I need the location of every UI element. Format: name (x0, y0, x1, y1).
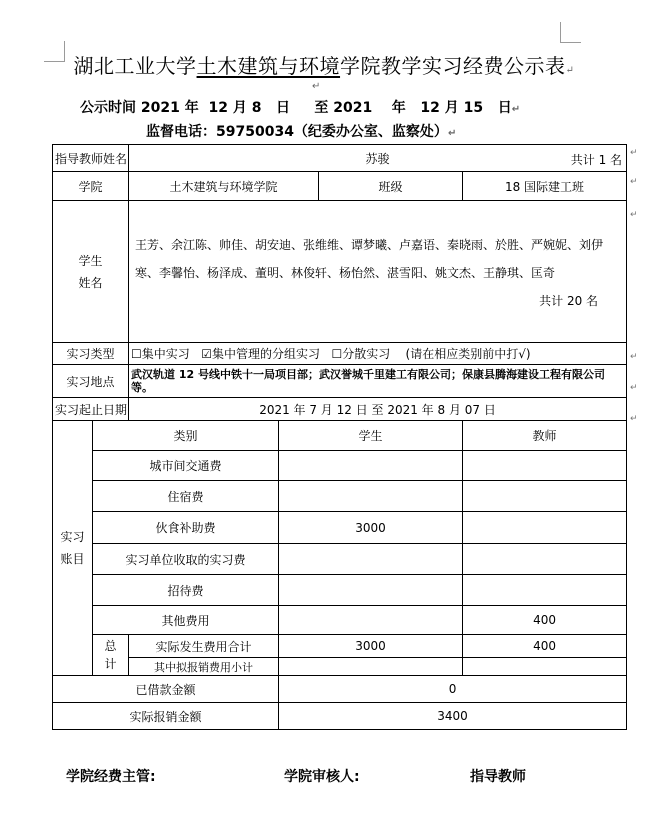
place-label: 实习地点 (53, 365, 129, 398)
head-category: 类别 (93, 421, 279, 451)
type-checkbox-3[interactable]: ☐ (331, 347, 343, 361)
total-actual-row (53, 635, 627, 658)
head-student: 学生 (279, 421, 463, 451)
total-actual-teacher: 400 (463, 635, 627, 658)
paragraph-mark-icon: ↵ (630, 414, 638, 424)
college-value: 土木建筑与环境学院 (129, 172, 319, 201)
date-row (53, 398, 627, 421)
ledger-row: 实习单位收取的实习费 (53, 544, 627, 575)
total-sub-label: 其中拟报销费用小计 (129, 658, 279, 676)
students-row (53, 201, 627, 343)
reimb-label: 实际报销金额 (53, 703, 279, 730)
crop-mark-right (560, 22, 581, 43)
place-value: 武汉轨道 12 号线中铁十一局项目部；武汉誉城千里建工有限公司；保康县腾海建设工程有限公司等。 (129, 365, 627, 398)
student-label: 学生 姓名 (53, 201, 129, 343)
type-checkbox-1[interactable]: ☐ (131, 347, 142, 361)
notice-time: 公示时间 2021 年 12 月 8 日 至 2021 年 12 月 15 日↵ (80, 100, 521, 116)
ledger-row: 招待费 (53, 575, 627, 606)
paragraph-mark-icon: ↵ (630, 383, 638, 393)
total-actual-label: 实际发生费用合计 (129, 635, 279, 658)
paragraph-mark-icon: ↵ (630, 148, 638, 158)
date-value: 2021 年 7 月 12 日 至 2021 年 8 月 07 日 (129, 398, 627, 421)
teacher-cell (129, 145, 627, 172)
ledger-row: 其他费用 400 (53, 606, 627, 635)
type-options: ☐集中实习 ☑集中管理的分组实习 ☐分散实习 (请在相应类别前中打√) (129, 343, 627, 365)
reimb-value: 3400 (279, 703, 627, 730)
student-list: 王芳、余江陈、帅佳、胡安迪、张维维、谭梦曦、卢嘉语、秦晓雨、於胜、严婉妮、刘伊寒、李馨怡、杨泽成、董明、林俊轩、杨怡然、湛雪阳、姚文杰、王静琪、匡奇 (135, 237, 604, 280)
teacher-name: 苏骏 (365, 151, 390, 166)
date-label: 实习起止日期 (53, 398, 129, 421)
class-value: 18 国际建工班 (463, 172, 627, 201)
page-title (0, 50, 648, 79)
total-label: 总 计 (93, 635, 129, 676)
expense-table (52, 144, 627, 730)
student-names (129, 201, 627, 343)
loan-label: 已借款金额 (53, 676, 279, 703)
title-dept: 土木建筑与环境 (196, 54, 341, 78)
ledger-header-row (53, 421, 627, 451)
student-count: 共计 20 名 (539, 293, 599, 308)
total-sub-row (53, 658, 627, 676)
college-row (53, 172, 627, 201)
total-sub-student (279, 658, 463, 676)
total-sub-teacher (463, 658, 627, 676)
type-row (53, 343, 627, 365)
place-row (53, 365, 627, 398)
paragraph-mark-icon: ↵ (630, 352, 638, 362)
hotline: 监督电话：59750034（纪委办公室、监察处）↵ (146, 124, 457, 140)
ledger-side-label: 实习 账目 (53, 421, 93, 676)
sig-finance: 学院经费主管: (66, 769, 156, 785)
type-checkbox-2[interactable]: ☑ (201, 347, 213, 361)
total-actual-student: 3000 (279, 635, 463, 658)
class-label: 班级 (319, 172, 463, 201)
ledger-row: 伙食补助费 3000 (53, 512, 627, 544)
title-suffix: 学院教学实习经费公示表 (340, 54, 566, 78)
head-teacher: 教师 (463, 421, 627, 451)
paragraph-mark-icon: ↵ (312, 81, 321, 92)
sig-teacher: 指导教师 (470, 769, 526, 785)
loan-value: 0 (279, 676, 627, 703)
ledger-row: 住宿费 (53, 481, 627, 512)
loan-row (53, 676, 627, 703)
title-prefix: 湖北工业大学 (73, 54, 197, 78)
type-hint: (请在相应类别前中打√) (405, 347, 531, 361)
paragraph-mark-icon: ↵ (630, 210, 638, 220)
paragraph-mark-icon: ↵ (630, 177, 638, 187)
sig-reviewer: 学院审核人: (284, 769, 360, 785)
reimb-row (53, 703, 627, 730)
paragraph-mark-icon: ↵ (565, 65, 575, 76)
college-label: 学院 (53, 172, 129, 201)
teacher-label: 指导教师姓名 (53, 145, 129, 172)
type-label: 实习类型 (53, 343, 129, 365)
ledger-row: 城市间交通费 (53, 451, 627, 481)
teacher-row (53, 145, 627, 172)
teacher-count: 共计 1 名 (570, 153, 623, 167)
